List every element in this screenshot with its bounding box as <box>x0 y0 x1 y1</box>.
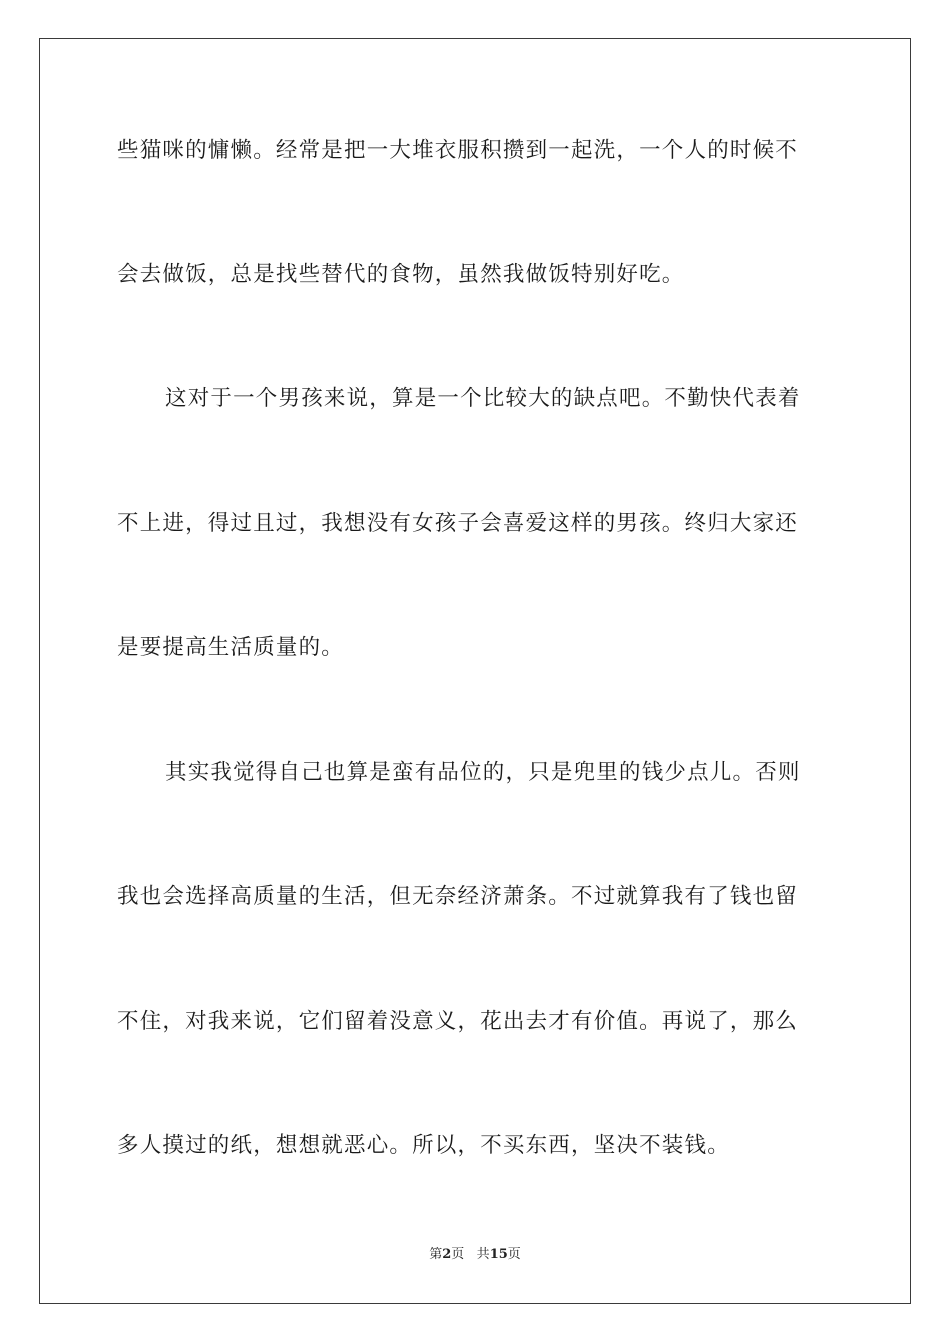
paragraph-line: 这对于一个男孩来说，算是一个比较大的缺点吧。不勤快代表着 <box>165 386 801 411</box>
footer-page-prefix: 第 <box>429 1247 443 1262</box>
footer-total-suffix: 页 <box>507 1247 521 1262</box>
page-footer <box>0 1246 950 1264</box>
page-border <box>39 38 911 1304</box>
footer-total-pages: 15 <box>489 1247 508 1262</box>
paragraph-line: 我也会选择高质量的生活，但无奈经济萧条。不过就算我有了钱也留 <box>117 884 799 909</box>
paragraph-line: 会去做饭，总是找些替代的食物，虽然我做饭特别好吃。 <box>117 262 685 287</box>
footer-total-prefix: 共 <box>476 1247 490 1262</box>
paragraph-line: 些猫咪的慵懒。经常是把一大堆衣服积攒到一起洗，一个人的时候不 <box>117 138 799 163</box>
footer-page-number: 2 <box>442 1247 452 1262</box>
paragraph-line: 是要提高生活质量的。 <box>117 635 345 660</box>
paragraph-line: 多人摸过的纸，想想就恶心。所以，不买东西，坚决不装钱。 <box>117 1133 730 1158</box>
paragraph-line: 不上进，得过且过，我想没有女孩子会喜爱这样的男孩。终归大家还 <box>117 511 799 536</box>
paragraph-line: 不住，对我来说，它们留着没意义，花出去才有价值。再说了，那么 <box>117 1009 799 1034</box>
paragraph-line: 其实我觉得自己也算是蛮有品位的，只是兜里的钱少点儿。否则 <box>165 760 801 785</box>
footer-page-suffix: 页 <box>451 1247 465 1262</box>
